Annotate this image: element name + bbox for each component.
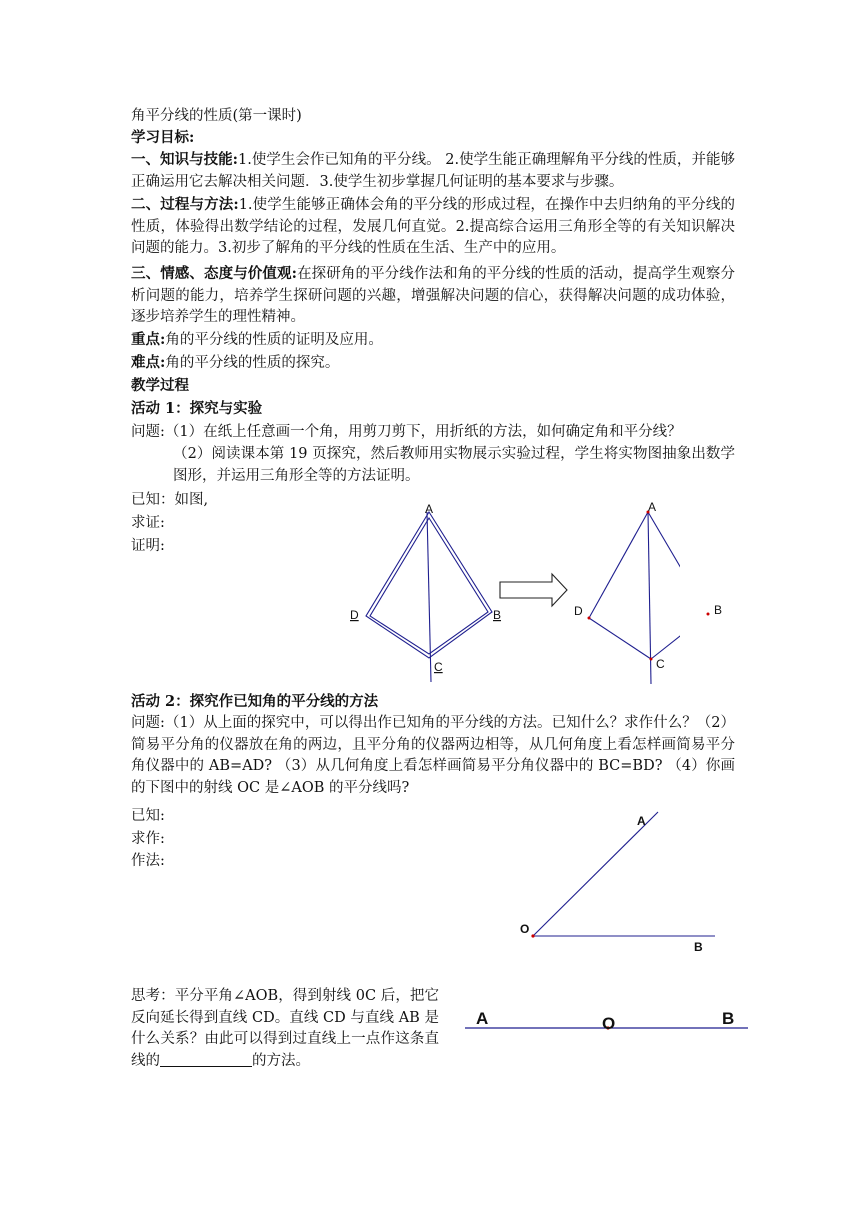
activity1-figure bbox=[340, 498, 680, 688]
tri-label-d: D bbox=[574, 604, 583, 618]
objectives-heading: 学习目标: bbox=[131, 129, 195, 146]
ray-oa bbox=[533, 812, 658, 936]
objective-3-body: 在探研角的平分线作法和角的平分线的性质的活动，提高学生观察分析问题的能力，培养学生探研问题的兴趣，增强解决问题的信心，获得解决问题的成功体验，逐步培养学生的理性精神。 bbox=[131, 266, 735, 326]
point-d bbox=[588, 617, 591, 620]
key-point bbox=[131, 330, 383, 350]
activity2-construct: 求作: bbox=[131, 831, 165, 847]
activity2-given: 已知: bbox=[131, 808, 165, 824]
activity1-proof: 证明: bbox=[131, 538, 165, 554]
tri-label-b: B bbox=[714, 603, 723, 617]
point-c bbox=[650, 658, 653, 661]
angle-label-o: O bbox=[520, 922, 530, 936]
activity1-given: 已知：如图, bbox=[131, 492, 209, 508]
straight-label-b: B bbox=[722, 1009, 735, 1028]
tri-edge-ad bbox=[589, 512, 648, 618]
objective-1-body: 1.使学生会作已知角的平分线。 2.使学生能正确理解角平分线的性质，并能够正确运用它去解决相关问题．3.使学生初步掌握几何证明的基本要求与步骤。 bbox=[131, 152, 735, 190]
angle-label-a: A bbox=[637, 814, 646, 828]
activity1-question-1: 问题:（1）在纸上任意画一个角，用剪刀剪下，用折纸的方法，如何确定角和平分线？ bbox=[131, 424, 682, 440]
key-point-body: 角的平分线的性质的证明及应用。 bbox=[165, 332, 383, 348]
think-answer-blank[interactable] bbox=[160, 1052, 252, 1067]
think-text: 思考：平分平角∠AOB，得到射线 0C 后，把它反向延长得到直线 CD。直线 CD 与直线 AB 是什么关系？由此可以得到过直线上一点作这条直线的 bbox=[131, 988, 439, 1069]
point-b bbox=[707, 613, 710, 616]
activity1-heading: 活动 1：探究与实验 bbox=[131, 400, 263, 417]
think-text-after: 的方法。 bbox=[252, 1052, 310, 1069]
activity1-figure-right-label bbox=[700, 598, 740, 628]
activity1-question-2-block bbox=[131, 444, 735, 487]
difficulty bbox=[131, 353, 339, 373]
kite-label-b: B bbox=[493, 608, 502, 622]
tri-edge-ab bbox=[648, 512, 680, 614]
angle-aob-figure bbox=[510, 800, 730, 960]
document-title: 角平分线的性质(第一课时) bbox=[131, 108, 302, 124]
objective-2-body: 1.使学生能够正确体会角的平分线的形成过程，在操作中去归纳角的平分线的性质，体验得出数学结论的过程，发展几何直觉。2.提高综合运用三角形全等的有关知识解决问题的能力。3.初步了解角的平分线的性质在生活、生产中的应用。 bbox=[131, 197, 735, 257]
objective-3-head: 三、情感、态度与价值观: bbox=[131, 265, 297, 282]
think-block bbox=[131, 986, 439, 1072]
objective-1-head: 一、知识与技能: bbox=[131, 151, 238, 168]
tri-label-c: C bbox=[656, 657, 665, 671]
objective-3 bbox=[131, 263, 735, 329]
objective-1 bbox=[131, 149, 735, 193]
tri-edge-dc bbox=[589, 618, 651, 659]
activity1-question-2: （2）阅读课本第 19 页探究，然后教师用实物展示实验过程，学生将实物图抽象出数学图形，并运用三角形全等的方法证明。 bbox=[173, 446, 735, 484]
activity2-question: 问题:（1）从上面的探究中，可以得出作已知角的平分线的方法。已知什么？求作什么？（2）简易平分角的仪器放在角的两边，且平分角的仪器两边相等，从几何角度上看怎样画简易平分角仪器中的 AB=AD? （3）从几何角度上看怎样画简易平分角仪器中的 BC=BD? （4）你画的下图中的射线 OC 是∠AOB 的平分线吗? bbox=[131, 715, 735, 796]
activity2-heading: 活动 2：探究作已知角的平分线的方法 bbox=[131, 693, 379, 710]
objective-2-head: 二、过程与方法: bbox=[131, 196, 239, 213]
tri-label-a: A bbox=[648, 500, 657, 514]
straight-label-a: A bbox=[476, 1009, 489, 1028]
process-heading: 教学过程 bbox=[131, 377, 189, 394]
activity1-prove: 求证: bbox=[131, 515, 165, 531]
activity2-question-block bbox=[131, 713, 735, 799]
difficulty-body: 角的平分线的性质的探究。 bbox=[165, 355, 340, 371]
kite-label-c: C bbox=[434, 660, 443, 674]
key-point-head: 重点: bbox=[131, 331, 166, 348]
straight-angle-figure bbox=[460, 1000, 760, 1050]
straight-label-o: O bbox=[602, 1014, 616, 1033]
arrow-right-icon bbox=[500, 574, 567, 606]
objective-2 bbox=[131, 194, 735, 260]
kite-label-a: A bbox=[425, 502, 434, 516]
tri-edge-cb bbox=[651, 614, 680, 659]
point-o bbox=[531, 934, 534, 937]
difficulty-head: 难点: bbox=[131, 354, 166, 371]
angle-label-b: B bbox=[694, 940, 703, 954]
kite-label-d: D bbox=[350, 608, 359, 622]
activity2-method: 作法: bbox=[131, 853, 165, 869]
